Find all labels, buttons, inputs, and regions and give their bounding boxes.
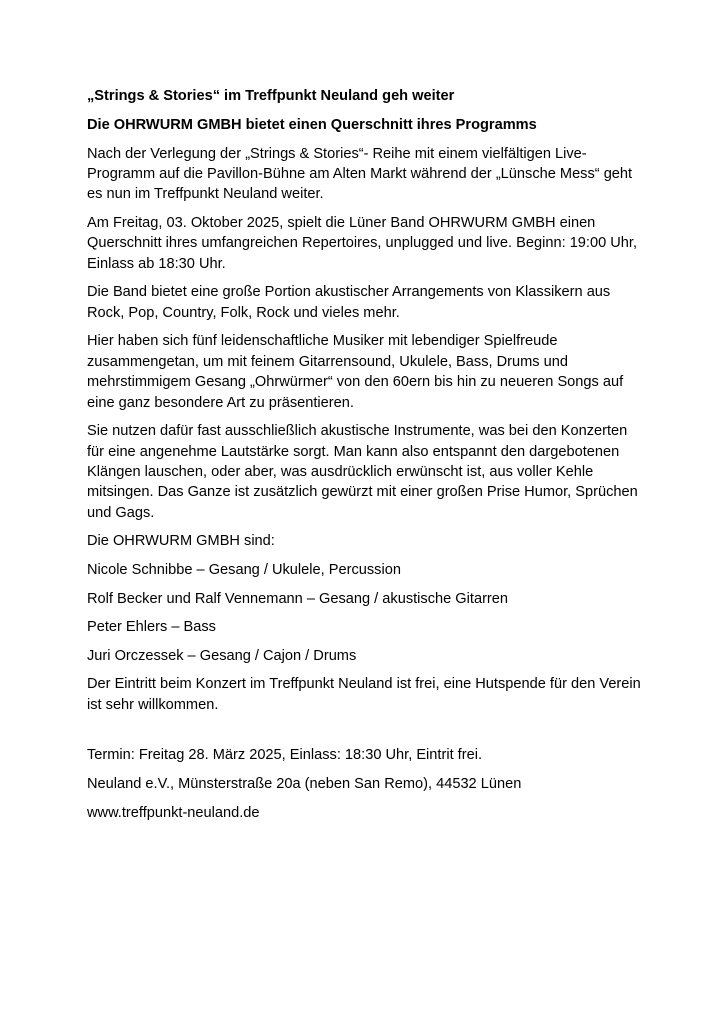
event-date: Termin: Freitag 28. März 2025, Einlass: 18:30 Uhr, Eintrit frei.: [87, 747, 483, 764]
member-line: Nicole Schnibbe – Gesang / Ukulele, Percussion: [87, 562, 401, 579]
section-spacer: [87, 723, 647, 745]
website-url: www.treffpunkt-neuland.de: [87, 804, 260, 821]
member-line: Peter Ehlers – Bass: [87, 619, 216, 636]
member-line: Juri Orczessek – Gesang / Cajon / Drums: [87, 647, 357, 664]
document-subtitle: Die OHRWURM GMBH bietet einen Querschnitt ihres Programms: [87, 117, 537, 133]
paragraph-repertoire: Die Band bietet eine große Portion akustischer Arrangements von Klassikern aus Rock, Pop, Country, Folk, Rock und vieles mehr.: [87, 284, 611, 321]
paragraph-musicians: Hier haben sich fünf leidenschaftliche Musiker mit lebendiger Spielfreude zusammengetan, um mit feinem Gitarrensound, Ukulele, Bass, Drums und mehrstimmigem Gesang „Ohrwürmer“ von den 60ern bis hin zu neueren Songs auf eine ganz besondere Art zu präsentieren.: [87, 333, 624, 411]
paragraph-event: Am Freitag, 03. Oktober 2025, spielt die Lüner Band OHRWURM GMBH einen Querschnitt ihres umfangreichen Repertoires, unplugged und live. Beginn: 19:00 Uhr, Einlass ab 18:30 Uhr.: [87, 215, 638, 272]
paragraph-instruments: Sie nutzen dafür fast ausschließlich akustische Instrumente, was bei den Konzerten für eine angenehme Lautstärke sorgt. Man kann also entspannt den dargebotenen Klängen lauschen, oder aber, was ausdrücklich erwünscht ist, aus voller Kehle mitsingen. Das Ganze ist zusätzlich gewürzt mit einer großen Prise Humor, Sprüchen und Gags.: [87, 423, 638, 521]
document-body: [87, 86, 647, 831]
paragraph-intro: Nach der Verlegung der „Strings & Stories“- Reihe mit einem vielfältigen Live-Programm auf die Pavillon-Bühne am Alten Markt während der „Lünsche Mess“ geht es nun im Treffpunkt Neuland weiter.: [87, 145, 633, 203]
members-intro: Die OHRWURM GMBH sind:: [87, 533, 275, 550]
member-line: Rolf Becker und Ralf Vennemann – Gesang / akustische Gitarren: [87, 590, 509, 607]
document-title: „Strings & Stories“ im Treffpunkt Neuland geh weiter: [87, 88, 455, 104]
paragraph-admission: Der Eintritt beim Konzert im Treffpunkt Neuland ist frei, eine Hutspende für den Verein ist sehr willkommen.: [87, 676, 641, 713]
venue-address: Neuland e.V., Münsterstraße 20a (neben San Remo), 44532 Lünen: [87, 776, 522, 792]
